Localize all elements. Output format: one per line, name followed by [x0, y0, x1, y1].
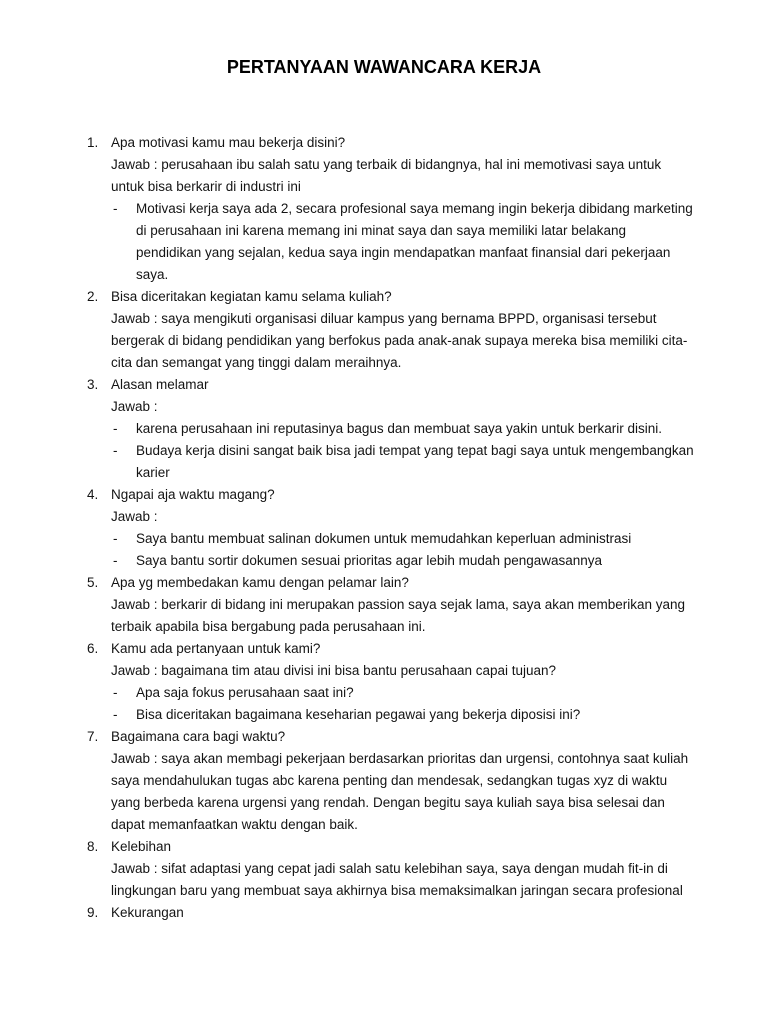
bullet-line	[0, 682, 768, 704]
question-item	[0, 132, 768, 286]
bullet-marker: -	[113, 201, 118, 216]
item-number: 9.	[87, 905, 99, 920]
item-number: 5.	[87, 575, 99, 590]
answer-line: bergerak di bidang pendidikan yang berfokus pada anak-anak supaya mereka bisa memiliki cita-	[111, 333, 688, 348]
item-number: 6.	[87, 641, 99, 656]
question-line	[0, 902, 768, 924]
answer-line: lingkungan baru yang membuat saya akhirnya bisa memaksimalkan jaringan secara profesional	[111, 883, 683, 898]
bullet-text: Motivasi kerja saya ada 2, secara profesional saya memang ingin bekerja dibidang marketing	[136, 201, 693, 216]
bullet-marker: -	[113, 421, 118, 436]
question-text: Kamu ada pertanyaan untuk kami?	[111, 641, 321, 656]
question-text: Apa motivasi kamu mau bekerja disini?	[111, 135, 346, 150]
item-number: 3.	[87, 377, 99, 392]
bullet-text: Bisa diceritakan bagaimana keseharian pegawai yang bekerja diposisi ini?	[136, 707, 581, 722]
answer-line: Jawab : saya mengikuti organisasi diluar kampus yang bernama BPPD, organisasi tersebut	[111, 311, 657, 326]
question-text: Kekurangan	[111, 905, 184, 920]
bullet-text: Apa saja fokus perusahaan saat ini?	[136, 685, 354, 700]
question-item	[0, 286, 768, 374]
question-text: Alasan melamar	[111, 377, 209, 392]
question-line	[0, 374, 768, 396]
bullet-item	[0, 704, 768, 726]
question-text: Kelebihan	[111, 839, 172, 854]
item-number: 2.	[87, 289, 99, 304]
bullet-line	[0, 418, 768, 440]
question-line	[0, 286, 768, 308]
bullet-item	[0, 418, 768, 440]
item-number: 4.	[87, 487, 99, 502]
bullet-line: karier	[136, 465, 170, 480]
answer-line: Jawab :	[111, 399, 158, 414]
bullet-marker: -	[113, 685, 118, 700]
answer-line: Jawab : bagaimana tim atau divisi ini bisa bantu perusahaan capai tujuan?	[111, 663, 557, 678]
answer-line: Jawab : perusahaan ibu salah satu yang terbaik di bidangnya, hal ini memotivasi saya untuk	[111, 157, 662, 172]
answer-line: yang berbeda karena urgensi yang rendah. Dengan begitu saya kuliah saya bisa selesai dan	[111, 795, 665, 810]
bullet-item	[0, 198, 768, 286]
question-line	[0, 726, 768, 748]
answer-line: dapat memanfaatkan waktu dengan baik.	[111, 817, 358, 832]
bullet-line	[0, 528, 768, 550]
page-title: PERTANYAAN WAWANCARA KERJA	[226, 57, 542, 77]
item-number: 7.	[87, 729, 99, 744]
bullet-text: Budaya kerja disini sangat baik bisa jadi tempat yang tepat bagi saya untuk mengembangkan	[136, 443, 694, 458]
answer-line: Jawab :	[111, 509, 158, 524]
question-text: Ngapai aja waktu magang?	[111, 487, 275, 502]
bullet-line: di perusahaan ini karena memang ini minat saya dan saya memiliki latar belakang	[136, 223, 627, 238]
bullet-marker: -	[113, 531, 118, 546]
item-number: 1.	[87, 135, 99, 150]
bullet-item	[0, 682, 768, 704]
question-text: Bisa diceritakan kegiatan kamu selama kuliah?	[111, 289, 392, 304]
bullet-item	[0, 550, 768, 572]
bullet-item	[0, 528, 768, 550]
bullet-text: Saya bantu membuat salinan dokumen untuk memudahkan keperluan administrasi	[136, 531, 632, 546]
answer-line: untuk bisa berkarir di industri ini	[111, 179, 301, 194]
bullet-line: pendidikan yang sejalan, kedua saya ingin mendapatkan manfaat finansial dari pekerjaan	[136, 245, 671, 260]
question-item	[0, 726, 768, 836]
question-line	[0, 638, 768, 660]
answer-line: saya mendahulukan tugas abc karena penting dan mendesak, sedangkan tugas xyz di waktu	[111, 773, 668, 788]
item-number: 8.	[87, 839, 99, 854]
bullet-marker: -	[113, 443, 118, 458]
question-line	[0, 572, 768, 594]
bullet-line: saya.	[136, 267, 169, 282]
answer-line: cita dan semangat yang tinggi dalam meraihnya.	[111, 355, 402, 370]
answer-line: Jawab : berkarir di bidang ini merupakan passion saya sejak lama, saya akan memberikan yang	[111, 597, 686, 612]
bullet-line	[0, 440, 768, 462]
question-item	[0, 484, 768, 572]
question-line	[0, 484, 768, 506]
question-item	[0, 638, 768, 726]
bullet-text: karena perusahaan ini reputasinya bagus dan membuat saya yakin untuk berkarir disini.	[136, 421, 663, 436]
bullet-line	[0, 550, 768, 572]
bullet-line	[0, 704, 768, 726]
question-item	[0, 572, 768, 638]
question-text: Bagaimana cara bagi waktu?	[111, 729, 286, 744]
question-list	[0, 132, 768, 924]
question-line	[0, 132, 768, 154]
answer-line: Jawab : saya akan membagi pekerjaan berdasarkan prioritas dan urgensi, contohnya saat kuliah	[111, 751, 689, 766]
answer-line: Jawab : sifat adaptasi yang cepat jadi salah satu kelebihan saya, saya dengan mudah fit-in di	[111, 861, 668, 876]
question-item	[0, 902, 768, 924]
bullet-line	[0, 198, 768, 220]
bullet-marker: -	[113, 707, 118, 722]
bullet-marker: -	[113, 553, 118, 568]
answer-line: terbaik apabila bisa bergabung pada perusahaan ini.	[111, 619, 426, 634]
question-text: Apa yg membedakan kamu dengan pelamar lain?	[111, 575, 409, 590]
question-item	[0, 374, 768, 484]
bullet-text: Saya bantu sortir dokumen sesuai prioritas agar lebih mudah pengawasannya	[136, 553, 603, 568]
bullet-item	[0, 440, 768, 484]
question-item	[0, 836, 768, 902]
question-line	[0, 836, 768, 858]
